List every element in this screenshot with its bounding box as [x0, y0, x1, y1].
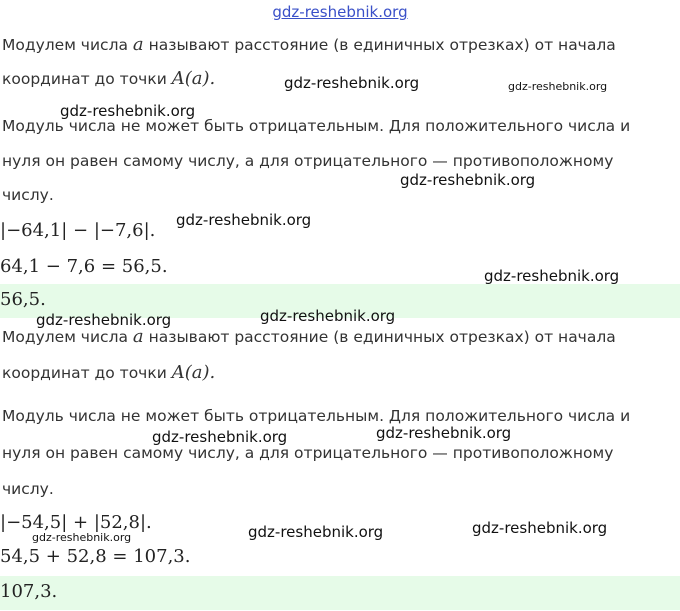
expression: |−64,1| − |−7,6|. — [0, 220, 156, 241]
rule-line-2: нуля он равен самому числу, а для отрицательного — противоположному — [2, 152, 614, 170]
watermark: gdz-reshebnik.org — [472, 519, 608, 537]
watermark: gdz-reshebnik.org — [484, 267, 620, 285]
definition-line-2: координат до точки A(a). — [2, 362, 216, 383]
watermark: gdz-reshebnik.org — [248, 523, 384, 541]
variable-a: a — [132, 326, 144, 347]
point-a: A(a). — [171, 68, 216, 89]
watermark: gdz-reshebnik.org — [260, 307, 396, 325]
calculation: 64,1 − 7,6 = 56,5. — [0, 256, 168, 277]
definition-line-1: Модулем числа a называют расстояние (в единичных отрезках) от начала — [2, 326, 616, 347]
rule-line-3: числу. — [2, 186, 54, 204]
watermark: gdz-reshebnik.org — [32, 531, 132, 544]
site-link[interactable]: gdz-reshebnik.org — [272, 3, 408, 21]
answer-value: 56,5. — [0, 289, 46, 310]
watermark: gdz-reshebnik.org — [36, 311, 172, 329]
watermark: gdz-reshebnik.org — [376, 424, 512, 442]
rule-line-3: числу. — [2, 480, 54, 498]
watermark: gdz-reshebnik.org — [284, 74, 420, 92]
answer-value: 107,3. — [0, 581, 58, 602]
rule-line-1: Модуль числа не может быть отрицательным. Для положительного числа и — [2, 117, 631, 135]
watermark: gdz-reshebnik.org — [152, 428, 288, 446]
definition-line-1: Модулем числа a называют расстояние (в единичных отрезках) от начала — [2, 34, 616, 55]
watermark: gdz-reshebnik.org — [400, 171, 536, 189]
answer-box — [0, 576, 680, 610]
expression: |−54,5| + |52,8|. — [0, 512, 152, 533]
watermark: gdz-reshebnik.org — [176, 211, 312, 229]
calculation: 54,5 + 52,8 = 107,3. — [0, 546, 191, 567]
site-header — [0, 0, 680, 24]
variable-a: a — [132, 34, 144, 55]
point-a: A(a). — [171, 362, 216, 383]
rule-line-2: нуля он равен самому числу, а для отрицательного — противоположному — [2, 444, 614, 462]
rule-line-1: Модуль числа не может быть отрицательным. Для положительного числа и — [2, 407, 631, 425]
definition-line-2: координат до точки A(a). — [2, 68, 216, 89]
watermark: gdz-reshebnik.org — [60, 102, 196, 120]
watermark: gdz-reshebnik.org — [508, 80, 608, 93]
